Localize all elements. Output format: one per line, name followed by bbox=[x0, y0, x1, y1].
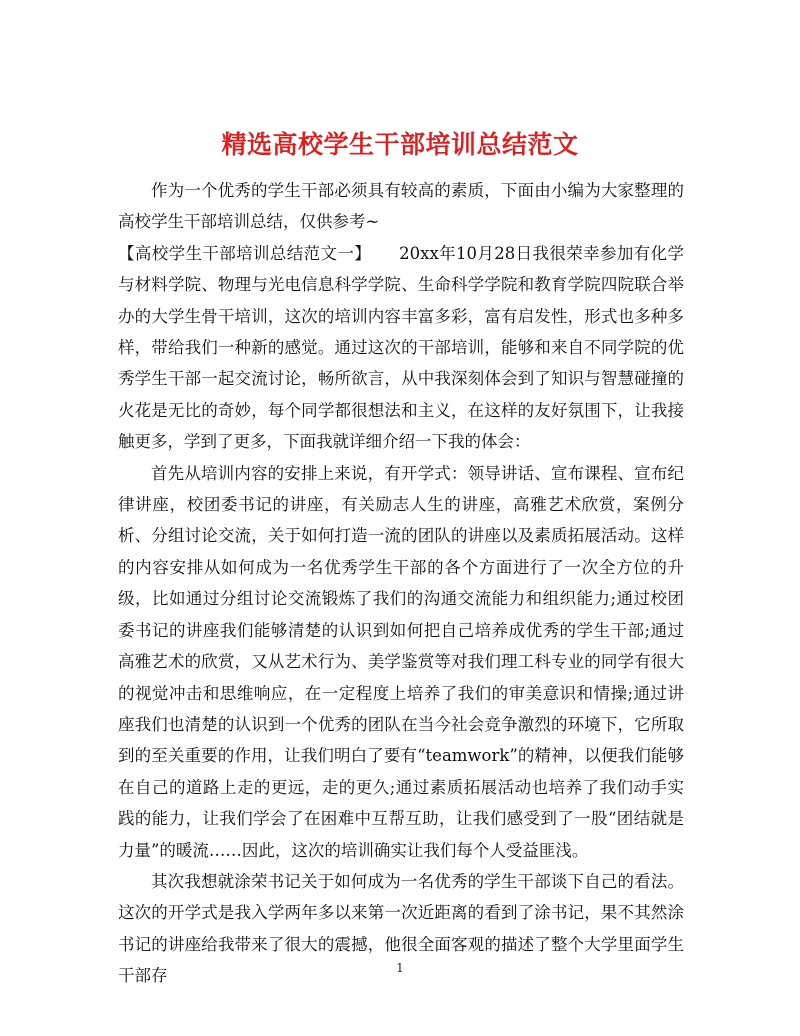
section-paragraph-3: 其次我想就涂荣书记关于如何成为一名优秀的学生干部谈下自己的看法。这次的开学式是我入学两年多以来第一次近距离的看到了涂书记，果不其然涂书记的讲座给我带来了很大的震撼，他很全面客观的描述了整个大学里面学生干部存 bbox=[118, 871, 684, 986]
page-number: 1 bbox=[396, 961, 404, 975]
section-paragraph-2: 首先从培训内容的安排上来说，有开学式：领导讲话、宣布课程、宣布纪律讲座，校团委书记的讲座，有关励志人生的讲座，高雅艺术欣赏，案例分析、分组讨论交流，关于如何打造一流的团队的讲座以及素质拓展活动。这样的内容安排从如何成为一名优秀学生干部的各个方面进行了一次全方位的升级，比如通过分组讨论交流锻炼了我们的沟通交流能力和组织能力;通过校团委书记的讲座我们能够清楚的认识到如何把自己培养成优秀的学生干部;通过高雅艺术的欣赏，又从艺术行为、美学鉴赏等对我们理工科专业的同学有很大的视觉冲击和思维响应，在一定程度上培养了我们的审美意识和情操;通过讲座我们也清楚的认识到一个优秀的团队在当今社会竞争激烈的环境下，它所取到的至关重要的作用，让我们明白了要有“teamwork”的精神，以便我们能够在自己的道路上走的更远，走的更久;通过素质拓展活动也培养了我们动手实践的能力，让我们学会了在困难中互帮互助，让我们感受到了一股“团结就是力量”的暖流……因此，这次的培训确实让我们每个人受益匪浅。 bbox=[118, 463, 684, 860]
section-paragraph-1 bbox=[118, 238, 684, 458]
document-body bbox=[118, 175, 684, 992]
document-title: 精选高校学生干部培训总结范文 bbox=[221, 129, 579, 159]
section-heading: 【高校学生干部培训总结范文一】 bbox=[118, 243, 372, 263]
intro-paragraph: 作为一个优秀的学生干部必须具有较高的素质，下面由小编为大家整理的高校学生干部培训总结，仅供参考~ bbox=[118, 181, 684, 232]
paragraph-text: 20xx年10月28日我很荣幸参加有化学与材料学院、物理与光电信息科学学院、生命科学学院和教育学院四院联合举办的大学生骨干培训，这次的培训内容丰富多彩，富有启发性，形式也多种多样，带给我们一种新的感觉。通过这次的干部培训，能够和来自不同学院的优秀学生干部一起交流讨论，畅所欲言，从中我深刻体会到了知识与智慧碰撞的火花是无比的奇妙，每个同学都很想法和主义，在这样的友好氛围下，让我接触更多，学到了更多，下面我就详细介绍一下我的体会： bbox=[118, 243, 684, 452]
